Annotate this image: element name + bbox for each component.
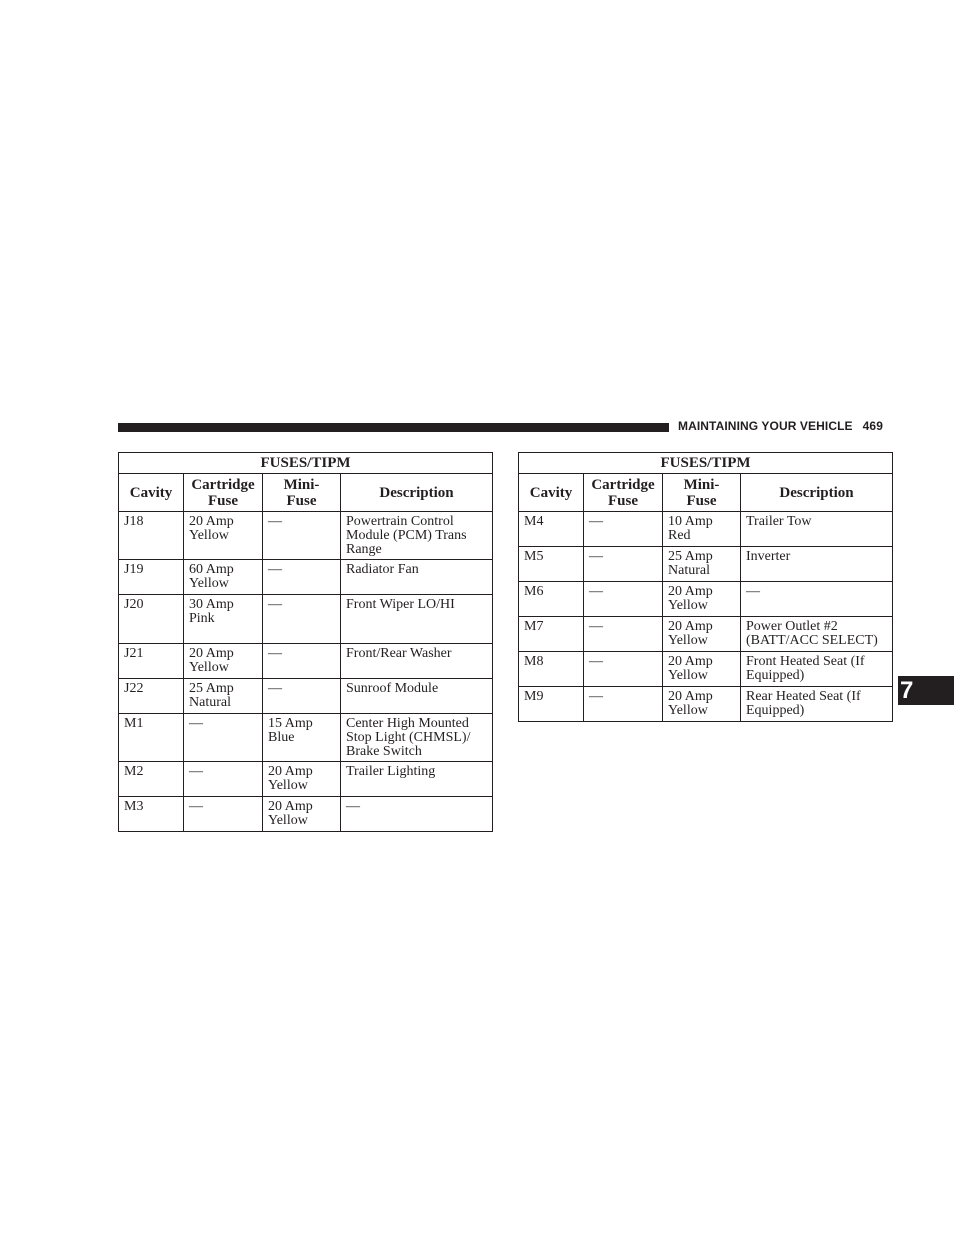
description-cell: Power Outlet #2 (BATT/ACC SELECT) [741, 617, 893, 652]
cartridge-fuse-cell: — [584, 512, 663, 547]
table-title: FUSES/TIPM [519, 453, 893, 474]
mini-fuse-cell: 20 Amp Yellow [663, 582, 741, 617]
table-body [119, 512, 493, 832]
table-row [119, 644, 493, 679]
table-row [519, 512, 893, 547]
col-header-cavity: Cavity [519, 474, 584, 512]
cartridge-fuse-cell: — [184, 797, 263, 832]
description-cell: Sunroof Module [341, 679, 493, 714]
table-row [119, 797, 493, 832]
header-rule [118, 423, 669, 432]
mini-fuse-cell: 20 Amp Yellow [663, 617, 741, 652]
cartridge-fuse-cell: 25 Amp Natural [184, 679, 263, 714]
table-row [519, 547, 893, 582]
description-cell: Front Heated Seat (If Equipped) [741, 652, 893, 687]
col-header-cartridge-fuse: Cartridge Fuse [184, 474, 263, 512]
section-title: MAINTAINING YOUR VEHICLE [678, 419, 853, 433]
cartridge-fuse-cell: 20 Amp Yellow [184, 644, 263, 679]
mini-fuse-cell: 10 Amp Red [663, 512, 741, 547]
cavity-cell: J21 [119, 644, 184, 679]
table-row [119, 762, 493, 797]
cartridge-fuse-cell: — [584, 617, 663, 652]
cartridge-fuse-cell: — [184, 714, 263, 762]
description-cell: Rear Heated Seat (If Equipped) [741, 687, 893, 722]
description-cell: — [341, 797, 493, 832]
table-row [119, 512, 493, 560]
description-cell: Radiator Fan [341, 560, 493, 595]
table-row [119, 714, 493, 762]
cavity-cell: M9 [519, 687, 584, 722]
chapter-tab: 7 [898, 676, 954, 705]
mini-fuse-cell: 15 Amp Blue [263, 714, 341, 762]
mini-fuse-cell: 25 Amp Natural [663, 547, 741, 582]
mini-fuse-cell: 20 Amp Yellow [663, 687, 741, 722]
cavity-cell: J19 [119, 560, 184, 595]
fuse-table-left [118, 452, 493, 832]
mini-fuse-cell: 20 Amp Yellow [263, 762, 341, 797]
cavity-cell: J20 [119, 595, 184, 644]
cartridge-fuse-cell: 30 Amp Pink [184, 595, 263, 644]
col-header-description: Description [741, 474, 893, 512]
cartridge-fuse-cell: 20 Amp Yellow [184, 512, 263, 560]
fuse-table-right [518, 452, 893, 722]
mini-fuse-cell: — [263, 679, 341, 714]
cavity-cell: M6 [519, 582, 584, 617]
col-header-cartridge-fuse: Cartridge Fuse [584, 474, 663, 512]
description-cell: Trailer Tow [741, 512, 893, 547]
col-header-cavity: Cavity [119, 474, 184, 512]
cavity-cell: M1 [119, 714, 184, 762]
col-header-mini-fuse: Mini- Fuse [663, 474, 741, 512]
cartridge-fuse-cell: — [584, 582, 663, 617]
table-row [519, 617, 893, 652]
table-title: FUSES/TIPM [119, 453, 493, 474]
mini-fuse-cell: 20 Amp Yellow [263, 797, 341, 832]
table-row [519, 582, 893, 617]
cavity-cell: J22 [119, 679, 184, 714]
page-number: 469 [862, 419, 883, 433]
cavity-cell: M2 [119, 762, 184, 797]
description-cell: Center High Mounted Stop Light (CHMSL)/ Brake Switch [341, 714, 493, 762]
table-body [519, 512, 893, 722]
cavity-cell: J18 [119, 512, 184, 560]
description-cell: — [741, 582, 893, 617]
description-cell: Trailer Lighting [341, 762, 493, 797]
cavity-cell: M3 [119, 797, 184, 832]
cavity-cell: M5 [519, 547, 584, 582]
cartridge-fuse-cell: — [184, 762, 263, 797]
cartridge-fuse-cell: — [584, 547, 663, 582]
col-header-mini-fuse: Mini- Fuse [263, 474, 341, 512]
cartridge-fuse-cell: — [584, 652, 663, 687]
mini-fuse-cell: — [263, 595, 341, 644]
description-cell: Inverter [741, 547, 893, 582]
mini-fuse-cell: — [263, 644, 341, 679]
col-header-description: Description [341, 474, 493, 512]
cavity-cell: M4 [519, 512, 584, 547]
mini-fuse-cell: 20 Amp Yellow [663, 652, 741, 687]
running-header [678, 419, 883, 433]
cavity-cell: M7 [519, 617, 584, 652]
cartridge-fuse-cell: — [584, 687, 663, 722]
mini-fuse-cell: — [263, 560, 341, 595]
table-row [119, 560, 493, 595]
table-row [519, 652, 893, 687]
table-row [119, 595, 493, 644]
mini-fuse-cell: — [263, 512, 341, 560]
table-row [519, 687, 893, 722]
cavity-cell: M8 [519, 652, 584, 687]
cartridge-fuse-cell: 60 Amp Yellow [184, 560, 263, 595]
table-row [119, 679, 493, 714]
description-cell: Front Wiper LO/HI [341, 595, 493, 644]
description-cell: Front/Rear Washer [341, 644, 493, 679]
description-cell: Powertrain Control Module (PCM) Trans Range [341, 512, 493, 560]
